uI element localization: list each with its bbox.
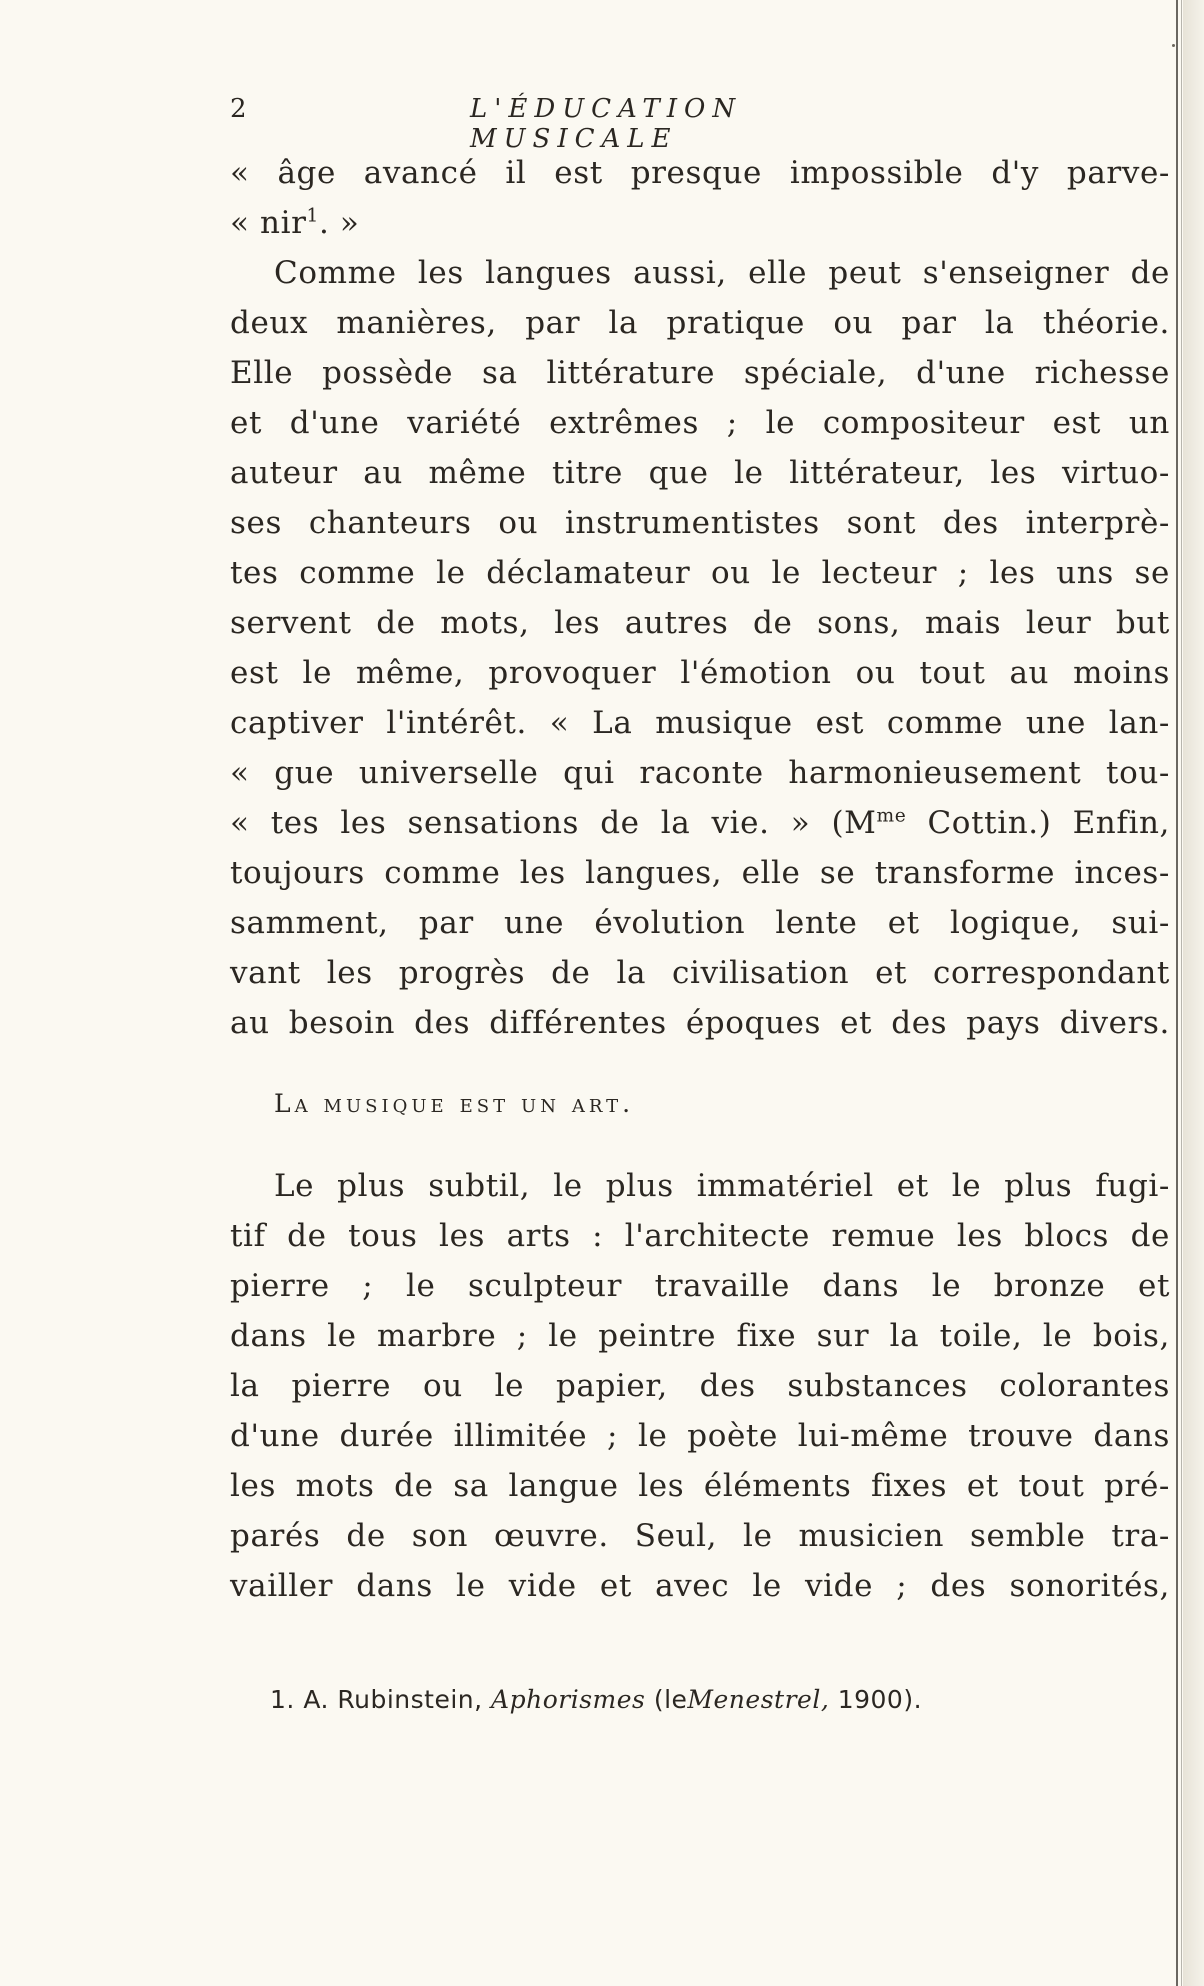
- binding-edge-line: [1176, 0, 1178, 1986]
- text-line: et d'une variété extrêmes ; le compositeur est un: [230, 405, 1170, 441]
- text-line: ses chanteurs ou instrumentistes sont des interprè-: [230, 505, 1170, 541]
- text-line: dans le marbre ; le peintre fixe sur la toile, le bois,: [230, 1318, 1170, 1354]
- text-line: [230, 200, 1170, 246]
- text-line: vailler dans le vide et avec le vide ; des sonorités,: [230, 1568, 1170, 1604]
- text-line: pierre ; le sculpteur travaille dans le bronze et: [230, 1268, 1170, 1304]
- text-line: servent de mots, les autres de sons, mais leur but: [230, 605, 1170, 641]
- text-line: d'une durée illimitée ; le poète lui-même trouve dans: [230, 1418, 1170, 1454]
- text-line: est le même, provoquer l'émotion ou tout au moins: [230, 655, 1170, 691]
- text-fragment: « tes les sensations de la vie. » (M: [230, 805, 877, 841]
- text-line: tif de tous les arts : l'architecte remue les blocs de: [230, 1218, 1170, 1254]
- superscript: me: [876, 805, 907, 827]
- footnote: [270, 1683, 922, 1717]
- text-line: « gue universelle qui raconte harmonieusement tou-: [230, 755, 1170, 791]
- text-line: Elle possède sa littérature spéciale, d'une richesse: [230, 355, 1170, 391]
- text-line: captiver l'intérêt. « La musique est comme une lan-: [230, 705, 1170, 741]
- text-line: la pierre ou le papier, des substances colorantes: [230, 1368, 1170, 1404]
- text-line: [230, 800, 1170, 846]
- footnote-journal: Menestrel,: [687, 1685, 830, 1714]
- text-line: toujours comme les langues, elle se transforme inces-: [230, 855, 1170, 891]
- footnote-number: 1.: [270, 1685, 295, 1714]
- text-fragment: Cottin.) Enfin,: [906, 805, 1170, 841]
- text-fragment: « nir: [230, 205, 307, 241]
- paper-fleck: [1172, 44, 1175, 47]
- footnote-pre-journal: (le: [653, 1685, 688, 1714]
- text-line: vant les progrès de la civilisation et correspondant: [230, 955, 1170, 991]
- footnote-author: A. Rubinstein,: [303, 1685, 483, 1714]
- page-number: 2: [230, 94, 248, 124]
- binding-edge-line-secondary: [1181, 0, 1182, 1986]
- page-edge-shadow: [1183, 0, 1204, 1986]
- page-header: [230, 94, 930, 154]
- footnote-year: 1900).: [837, 1685, 923, 1714]
- text-fragment: . »: [318, 205, 360, 241]
- text-line: deux manières, par la pratique ou par la théorie.: [230, 305, 1170, 341]
- text-line: samment, par une évolution lente et logique, sui-: [230, 905, 1170, 941]
- text-line: tes comme le déclamateur ou le lecteur ; les uns se: [230, 555, 1170, 591]
- running-title: L'ÉDUCATION MUSICALE: [470, 94, 743, 154]
- footnote-title: Aphorismes: [491, 1685, 646, 1714]
- text-line: parés de son œuvre. Seul, le musicien semble tra-: [230, 1518, 1170, 1554]
- text-line: Le plus subtil, le plus immatériel et le plus fugi-: [274, 1168, 1170, 1204]
- text-line: « âge avancé il est presque impossible d'y parve-: [230, 155, 1170, 191]
- text-line: au besoin des différentes époques et des pays divers.: [230, 1005, 1170, 1041]
- footnote-ref: 1: [306, 205, 319, 227]
- text-line: auteur au même titre que le littérateur, les virtuo-: [230, 455, 1170, 491]
- section-heading: La musique est un art.: [274, 1089, 635, 1118]
- text-line: Comme les langues aussi, elle peut s'enseigner de: [274, 255, 1170, 291]
- text-line: les mots de sa langue les éléments fixes et tout pré-: [230, 1468, 1170, 1504]
